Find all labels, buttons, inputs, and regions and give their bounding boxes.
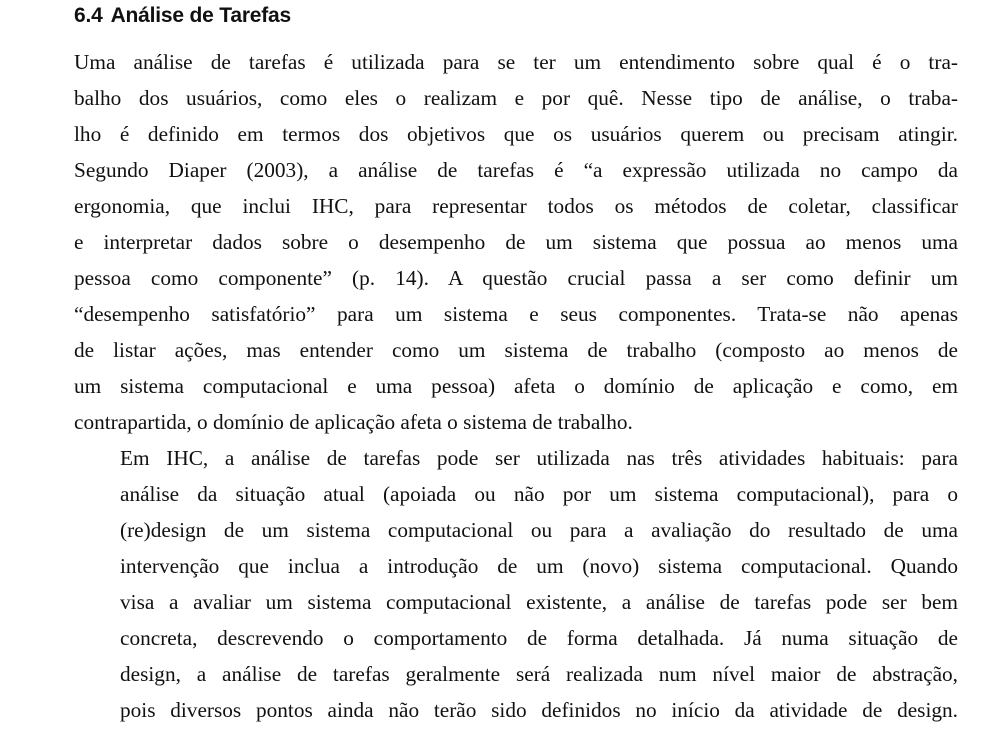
text-line: contrapartida, o domínio de aplicação afeta o sistema de trabalho. bbox=[74, 410, 633, 434]
text-line: pois diversos pontos ainda não terão sido definidos no início da atividade de design. bbox=[120, 698, 958, 722]
document-page bbox=[74, 0, 958, 728]
section-heading bbox=[74, 2, 958, 30]
text-line: balho dos usuários, como eles o realizam e por quê. Nesse tipo de análise, o traba- bbox=[74, 86, 958, 110]
text-line: Em IHC, a análise de tarefas pode ser utilizada nas três atividades habituais: para bbox=[120, 446, 958, 470]
text-line: Segundo Diaper (2003), a análise de tarefas é “a expressão utilizada no campo da bbox=[74, 158, 958, 182]
text-line: de listar ações, mas entender como um sistema de trabalho (composto ao menos de bbox=[74, 338, 958, 362]
text-line: e interpretar dados sobre o desempenho de um sistema que possua ao menos uma bbox=[74, 230, 958, 254]
text-line: “desempenho satisfatório” para um sistema e seus componentes. Trata-se não apenas bbox=[74, 302, 958, 326]
paragraph-task-analysis-definition bbox=[74, 44, 958, 440]
text-line: concreta, descrevendo o comportamento de forma detalhada. Já numa situação de bbox=[120, 626, 958, 650]
section-title: Análise de Tarefas bbox=[110, 4, 292, 27]
text-line: análise da situação atual (apoiada ou não por um sistema computacional), para o bbox=[120, 482, 958, 506]
text-line: um sistema computacional e uma pessoa) afeta o domínio de aplicação e como, em bbox=[74, 374, 958, 398]
text-line: ergonomia, que inclui IHC, para representar todos os métodos de coletar, classificar bbox=[74, 194, 958, 218]
text-line: intervenção que inclua a introdução de um (novo) sistema computacional. Quando bbox=[120, 554, 958, 578]
text-line: pessoa como componente” (p. 14). A questão crucial passa a ser como definir um bbox=[74, 266, 958, 290]
paragraph-task-analysis-in-ihc bbox=[74, 440, 958, 728]
text-line: visa a avaliar um sistema computacional existente, a análise de tarefas pode ser bem bbox=[120, 590, 958, 614]
text-line: lho é definido em termos dos objetivos que os usuários querem ou precisam atingir. bbox=[74, 122, 958, 146]
section-number: 6.4 bbox=[74, 4, 103, 27]
text-line: (re)design de um sistema computacional ou para a avaliação do resultado de uma bbox=[120, 518, 958, 542]
text-line: design, a análise de tarefas geralmente será realizada num nível maior de abstração, bbox=[120, 662, 958, 686]
text-line: Uma análise de tarefas é utilizada para se ter um entendimento sobre qual é o tra- bbox=[74, 50, 958, 74]
